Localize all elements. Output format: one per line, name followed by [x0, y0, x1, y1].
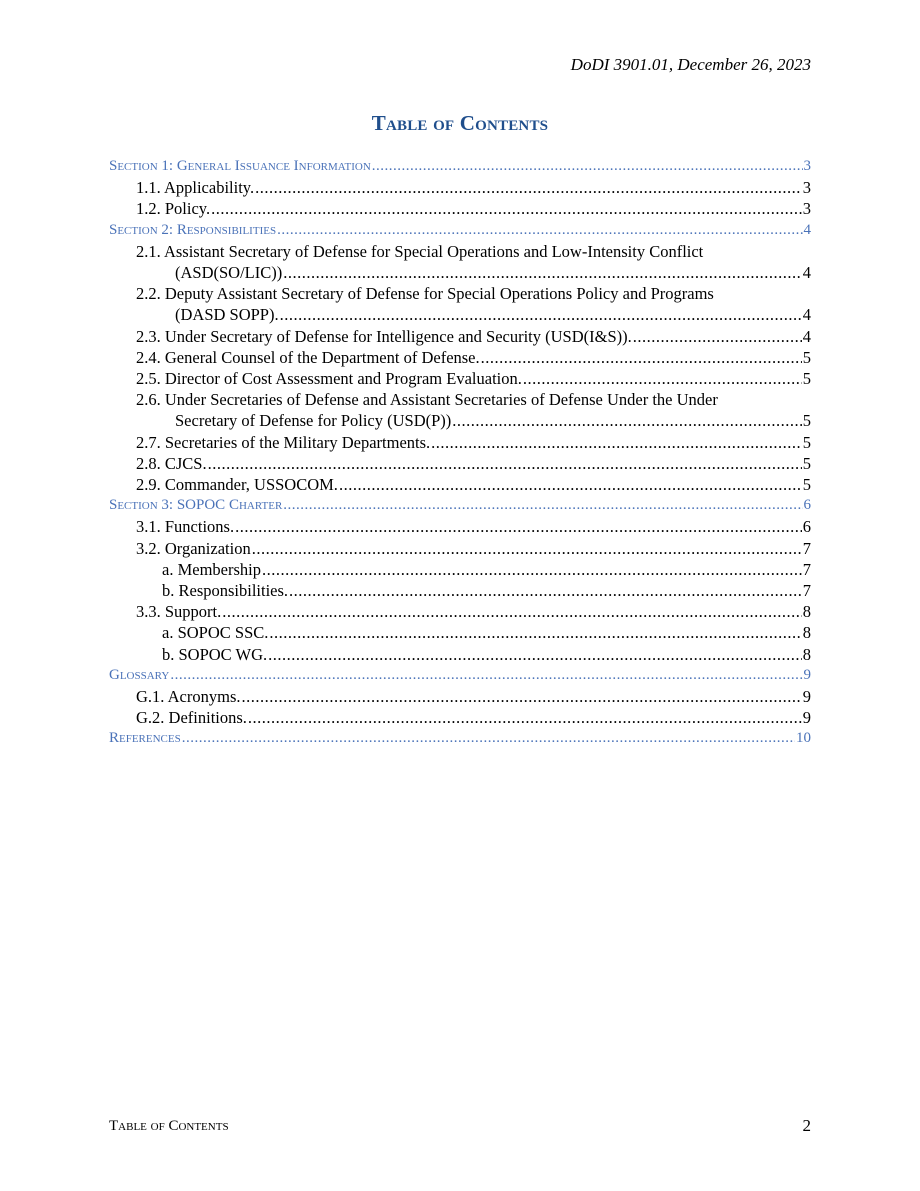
toc-entry-label: b. Responsibilities.	[162, 581, 289, 601]
table-of-contents	[109, 156, 811, 750]
toc-entry-label: Section 2: Responsibilities	[109, 221, 277, 238]
toc-entry-label: Glossary	[109, 666, 170, 683]
dot-leader	[431, 432, 802, 453]
dot-leader	[235, 516, 802, 537]
dot-leader	[289, 580, 802, 601]
toc-entry-2-9	[109, 474, 811, 495]
toc-entry-label: Section 3: SOPOC Charter	[109, 497, 283, 514]
dot-leader	[268, 644, 802, 665]
toc-entry-page: 7	[802, 559, 811, 579]
toc-entry-page: 4	[803, 221, 811, 238]
toc-entry-page: 4	[802, 326, 811, 346]
toc-entry-page: 3	[803, 158, 811, 174]
toc-entry-page: 5	[802, 411, 811, 431]
toc-entry-2-6	[109, 410, 811, 431]
toc-entry-3-1	[109, 516, 811, 537]
toc-entry-label: 1.2. Policy.	[136, 199, 211, 219]
dot-leader	[248, 707, 802, 728]
toc-entry-2-1	[109, 262, 811, 283]
toc-entry-page: 10	[796, 730, 811, 747]
toc-entry-page: 4	[802, 305, 811, 325]
toc-references[interactable]	[109, 728, 811, 749]
toc-entry-2-1-line1: 2.1. Assistant Secretary of Defense for Special Operations and Low-Intensity Conflict	[136, 241, 704, 261]
dot-leader	[211, 198, 802, 219]
dot-leader	[255, 177, 802, 198]
toc-entry-g-1	[109, 686, 811, 707]
toc-entry-label: 2.5. Director of Cost Assessment and Program Evaluation.	[136, 369, 522, 389]
dot-leader	[481, 347, 802, 368]
toc-entry-page: 8	[802, 623, 811, 643]
toc-entry-3-2-a	[109, 559, 811, 580]
dot-leader	[182, 728, 795, 749]
dot-leader	[170, 665, 802, 686]
toc-entry-page: 9	[802, 687, 811, 707]
toc-entry-label: 3.3. Support.	[136, 602, 222, 622]
toc-entry-page: 4	[802, 263, 811, 283]
footer-section-label: Table of Contents	[109, 1118, 229, 1134]
dot-leader	[523, 368, 802, 389]
dot-leader	[252, 538, 802, 559]
toc-entry-label: Secretary of Defense for Policy (USD(P))	[175, 411, 452, 431]
dot-leader	[222, 601, 801, 622]
toc-entry-3-3-a	[109, 622, 811, 643]
toc-entry-page: 5	[802, 369, 811, 389]
footer-page-number: 2	[802, 1116, 811, 1135]
toc-section-1[interactable]	[109, 156, 811, 177]
toc-entry-label: 2.8. CJCS.	[136, 453, 207, 473]
toc-entry-page: 9	[803, 666, 811, 683]
document-reference-header: DoDI 3901.01, December 26, 2023	[570, 55, 811, 74]
toc-entry-label: G.2. Definitions.	[136, 708, 247, 728]
toc-entry-label: G.1. Acronyms.	[136, 687, 241, 707]
dot-leader	[372, 156, 803, 177]
toc-entry-page: 5	[802, 453, 811, 473]
toc-entry-label: 2.9. Commander, USSOCOM.	[136, 475, 338, 495]
toc-entry-label: 3.2. Organization	[136, 538, 251, 558]
toc-entry-label: 2.4. General Counsel of the Department of Defense.	[136, 347, 480, 367]
toc-entry-2-6-line1: 2.6. Under Secretaries of Defense and Assistant Secretaries of Defense Under the Under	[136, 390, 718, 410]
toc-entry-label: (ASD(SO/LIC))	[175, 263, 283, 283]
toc-entry-2-3	[109, 326, 811, 347]
dot-leader	[283, 262, 802, 283]
toc-entry-page: 5	[802, 347, 811, 367]
toc-entry-3-2-b	[109, 580, 811, 601]
toc-entry-page: 5	[802, 475, 811, 495]
toc-entry-label: References	[109, 730, 181, 747]
dot-leader	[283, 495, 802, 516]
toc-entry-1-2	[109, 198, 811, 219]
toc-entry-page: 8	[802, 602, 811, 622]
toc-entry-3-2	[109, 538, 811, 559]
toc-entry-3-3-b	[109, 644, 811, 665]
toc-entry-2-4	[109, 347, 811, 368]
toc-section-2[interactable]	[109, 220, 811, 241]
toc-entry-page: 8	[802, 644, 811, 664]
toc-section-3[interactable]	[109, 495, 811, 516]
toc-entry-label: (DASD SOPP).	[175, 305, 279, 325]
toc-entry-label: 3.1. Functions.	[136, 517, 235, 537]
toc-entry-label: 2.3. Under Secretary of Defense for Intelligence and Security (USD(I&S)).	[136, 326, 632, 346]
dot-leader	[280, 304, 802, 325]
dot-leader	[339, 474, 802, 495]
toc-entry-1-1	[109, 177, 811, 198]
page-title: Table of Contents	[371, 111, 549, 135]
toc-entry-2-2	[109, 304, 811, 325]
toc-entry-2-5	[109, 368, 811, 389]
dot-leader	[633, 326, 802, 347]
toc-entry-2-7	[109, 432, 811, 453]
toc-entry-label: Section 1: General Issuance Information	[109, 158, 371, 174]
toc-entry-page: 3	[802, 199, 811, 219]
toc-entry-label: b. SOPOC WG.	[162, 644, 268, 664]
toc-entry-2-8	[109, 453, 811, 474]
dot-leader	[269, 622, 801, 643]
toc-entry-label: a. Membership	[162, 559, 261, 579]
toc-entry-label: 2.7. Secretaries of the Military Departments.	[136, 432, 431, 452]
toc-entry-label: 1.1. Applicability.	[136, 178, 255, 198]
toc-glossary[interactable]	[109, 665, 811, 686]
toc-entry-page: 7	[802, 581, 811, 601]
toc-entry-page: 6	[802, 517, 811, 537]
toc-entry-label: a. SOPOC SSC.	[162, 623, 269, 643]
dot-leader	[262, 559, 802, 580]
toc-entry-page: 9	[802, 708, 811, 728]
toc-entry-page: 5	[802, 432, 811, 452]
toc-entry-page: 6	[803, 497, 811, 514]
toc-entry-page: 7	[802, 538, 811, 558]
toc-entry-page: 3	[802, 178, 811, 198]
dot-leader	[242, 686, 802, 707]
toc-entry-3-3	[109, 601, 811, 622]
toc-entry-g-2	[109, 707, 811, 728]
dot-leader	[277, 220, 802, 241]
dot-leader	[208, 453, 802, 474]
toc-entry-2-2-line1: 2.2. Deputy Assistant Secretary of Defense for Special Operations Policy and Programs	[136, 284, 714, 304]
dot-leader	[452, 410, 801, 431]
